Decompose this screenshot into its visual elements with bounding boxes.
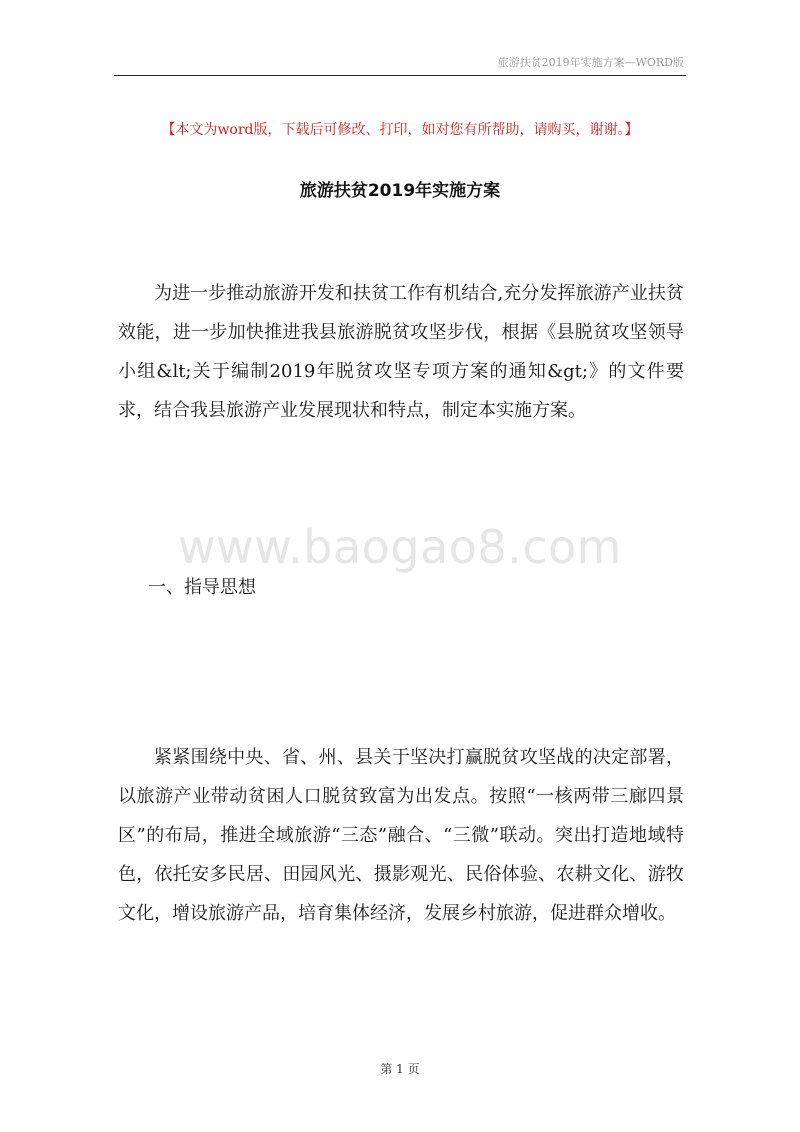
header-divider [114, 75, 686, 76]
purchase-notice: 【本文为word版，下载后可修改、打印，如对您有所帮助，请购买，谢谢。】 [161, 122, 639, 138]
intro-paragraph: 为进一步推动旅游开发和扶贫工作有机结合,充分发挥旅游产业扶贫效能，进一步加快推进我县旅游脱贫攻坚步伐，根据《县脱贫攻坚领导小组&lt;关于编制2019年脱贫攻坚专项方案的通知&gt;》的文件要求，结合我县旅游产业发展现状和特点，制定本实施方案。 [118, 283, 684, 421]
guiding-ideology-paragraph: 紧紧围绕中央、省、州、县关于坚决打赢脱贫攻坚战的决定部署，以旅游产业带动贫困人口脱贫致富为出发点。按照“一核两带三廊四景区”的布局，推进全域旅游“三态”融合、“三微”联动。突出打造地域特色，依托安多民居、田园风光、摄影观光、民俗体验、农耕文化、游牧文化，增设旅游产品，培育集体经济，发展乡村旅游，促进群众增收。 [118, 747, 684, 924]
watermark: www.baogao8.com [178, 520, 622, 574]
document-title: 旅游扶贫2019年实施方案 [299, 181, 501, 201]
page-number: 第 1 页 [380, 1062, 420, 1076]
running-header: 旅游扶贫2019年实施方案—WORD版 [497, 56, 684, 69]
section-heading-guiding-ideology: 一、指导思想 [148, 577, 256, 598]
